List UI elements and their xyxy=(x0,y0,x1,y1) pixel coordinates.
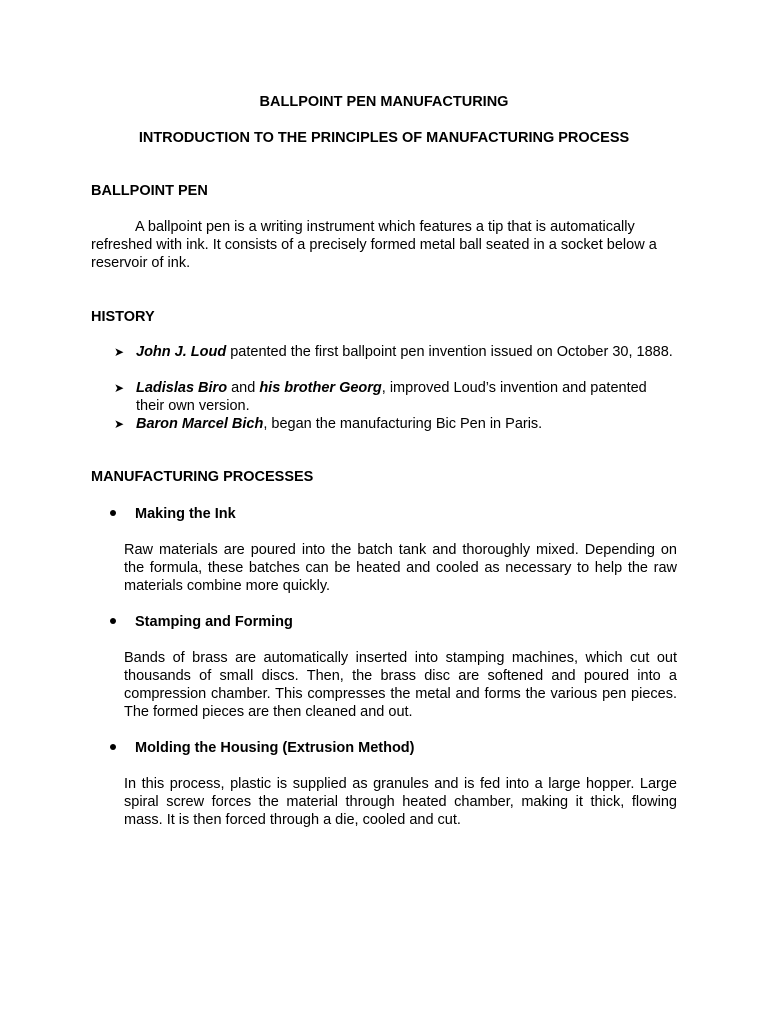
dot-bullet-icon xyxy=(110,510,116,516)
section-heading-ballpoint: BALLPOINT PEN xyxy=(91,183,208,199)
process-step-title: Molding the Housing (Extrusion Method) xyxy=(110,739,415,757)
history-item-text: , began the manufacturing Bic Pen in Paris. xyxy=(263,416,543,432)
history-item xyxy=(114,343,674,361)
history-person: his brother Georg xyxy=(259,380,382,396)
arrow-bullet-icon: ➤ xyxy=(114,381,125,395)
process-step-body: Raw materials are poured into the batch tank and thoroughly mixed. Depending on the formula, these batches can be heated and cooled as necessary to help the raw materials combine more quickly. xyxy=(124,542,677,594)
history-item xyxy=(114,379,674,415)
history-item-text: , improved Loud’s invention and patented their own version. xyxy=(136,380,647,414)
history-item xyxy=(114,415,674,433)
process-step-body: Bands of brass are automatically inserted into stamping machines, which cut out thousands of small discs. Then, the brass disc are softened and poured into a compression chamber. This compresses the metal and forms the various pen pieces. The formed pieces are then cleaned and out. xyxy=(124,650,677,720)
section-heading-history: HISTORY xyxy=(91,309,155,325)
dot-bullet-icon xyxy=(110,618,116,624)
process-step-title: Stamping and Forming xyxy=(110,613,293,631)
section-heading-processes: MANUFACTURING PROCESSES xyxy=(91,469,314,485)
history-person: Ladislas Biro xyxy=(136,380,228,396)
history-item-text: patented the first ballpoint pen invention issued on October 30, 1888. xyxy=(226,344,673,360)
history-connector: and xyxy=(227,380,260,396)
ballpoint-paragraph-text: A ballpoint pen is a writing instrument which features a tip that is automatically refreshed with ink. It consists of a precisely formed metal ball seated in a socket below a reservoir of ink. xyxy=(91,219,657,271)
process-step-title: Making the Ink xyxy=(110,505,236,523)
process-step-body: In this process, plastic is supplied as granules and is fed into a large hopper. Large spiral screw forces the material through heated chamber, making it thick, flowing mass. It is then forced through a die, cooled and cut. xyxy=(124,776,677,828)
history-person: Baron Marcel Bich xyxy=(136,416,264,432)
document-subtitle: INTRODUCTION TO THE PRINCIPLES OF MANUFACTURING PROCESS xyxy=(138,130,630,146)
arrow-bullet-icon: ➤ xyxy=(114,345,125,359)
ballpoint-paragraph xyxy=(91,218,681,272)
arrow-bullet-icon: ➤ xyxy=(114,417,125,431)
history-person: John J. Loud xyxy=(136,344,227,360)
document-title: BALLPOINT PEN MANUFACTURING xyxy=(259,94,509,110)
dot-bullet-icon xyxy=(110,744,116,750)
